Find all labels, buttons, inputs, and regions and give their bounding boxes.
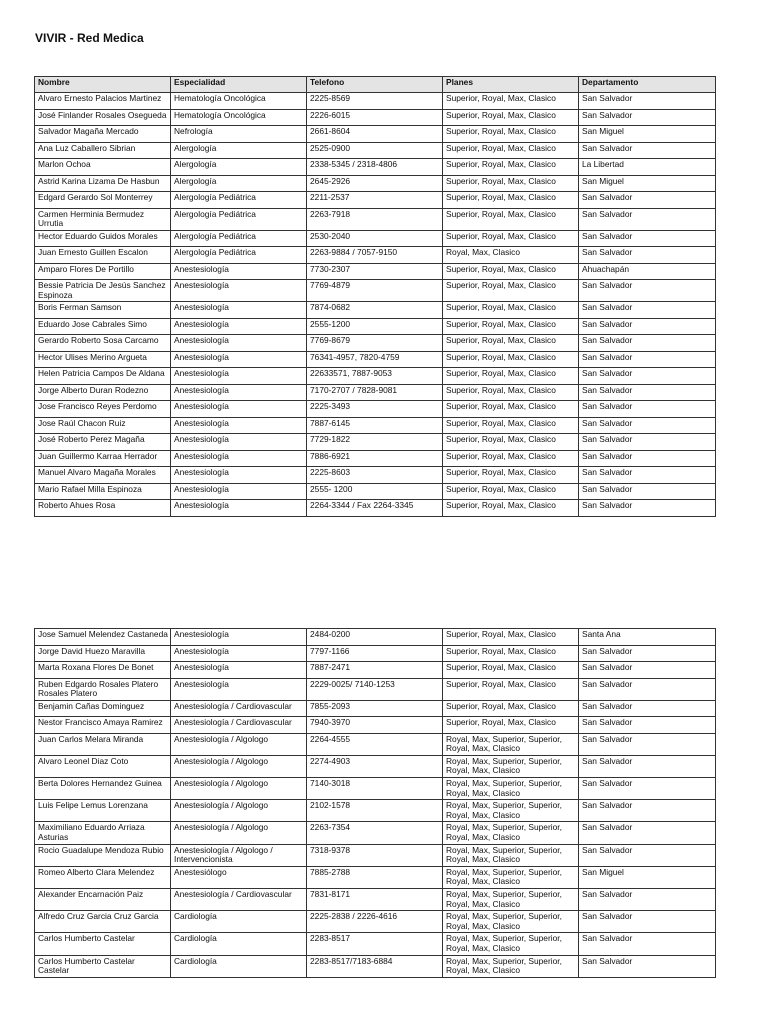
cell-especialidad: Anestesiología	[171, 368, 307, 385]
table-row	[35, 126, 716, 143]
cell-nombre: Jose Samuel Melendez Castaneda	[35, 629, 171, 646]
cell-planes: Superior, Royal, Max, Clasico	[443, 93, 579, 110]
cell-especialidad: Anestesiología / Algologo	[171, 778, 307, 800]
cell-departamento: Ahuachapán	[579, 263, 716, 280]
cell-especialidad: Anestesiología / Cardiovascular	[171, 700, 307, 717]
cell-nombre: Helen Patricia Campos De Aldana	[35, 368, 171, 385]
cell-telefono: 76341-4957, 7820-4759	[307, 351, 443, 368]
cell-departamento: San Salvador	[579, 800, 716, 822]
table-row	[35, 500, 716, 517]
cell-nombre: Berta Dolores Hernandez Guinea	[35, 778, 171, 800]
cell-telefono: 2211-2537	[307, 192, 443, 209]
cell-telefono: 7769-4879	[307, 280, 443, 302]
cell-nombre: Alexander Encarnación Paiz	[35, 889, 171, 911]
cell-especialidad: Anestesiología	[171, 302, 307, 319]
cell-planes: Superior, Royal, Max, Clasico	[443, 126, 579, 143]
cell-planes: Royal, Max, Superior, Superior, Royal, Max, Clasico	[443, 778, 579, 800]
table-row	[35, 844, 716, 866]
cell-nombre: Marlon Ochoa	[35, 159, 171, 176]
cell-departamento: San Salvador	[579, 889, 716, 911]
cell-nombre: Carlos Humberto Castelar Castelar	[35, 955, 171, 977]
table-row	[35, 335, 716, 352]
cell-departamento: San Salvador	[579, 467, 716, 484]
cell-nombre: Amparo Flores De Portillo	[35, 263, 171, 280]
cell-especialidad: Alergología Pediátrica	[171, 230, 307, 247]
table-row	[35, 889, 716, 911]
cell-departamento: San Salvador	[579, 933, 716, 955]
cell-planes: Superior, Royal, Max, Clasico	[443, 483, 579, 500]
cell-nombre: Ruben Edgardo Rosales Platero Rosales Platero	[35, 678, 171, 700]
cell-telefono: 7874-0682	[307, 302, 443, 319]
cell-especialidad: Alergología Pediátrica	[171, 208, 307, 230]
cell-nombre: Ana Luz Caballero Sibrian	[35, 142, 171, 159]
cell-planes: Superior, Royal, Max, Clasico	[443, 302, 579, 319]
cell-especialidad: Alergología Pediátrica	[171, 192, 307, 209]
table-row	[35, 755, 716, 777]
cell-nombre: Carmen Herminia Bermudez Urrutia	[35, 208, 171, 230]
cell-planes: Royal, Max, Superior, Superior, Royal, Max, Clasico	[443, 822, 579, 844]
cell-telefono: 2645-2926	[307, 175, 443, 192]
cell-departamento: San Salvador	[579, 318, 716, 335]
cell-departamento: San Salvador	[579, 384, 716, 401]
providers-table-2	[34, 628, 716, 978]
cell-especialidad: Anestesiología	[171, 280, 307, 302]
cell-planes: Superior, Royal, Max, Clasico	[443, 662, 579, 679]
cell-nombre: Eduardo Jose Cabrales Simo	[35, 318, 171, 335]
table-row	[35, 955, 716, 977]
cell-nombre: Juan Carlos Melara Miranda	[35, 733, 171, 755]
cell-planes: Superior, Royal, Max, Clasico	[443, 401, 579, 418]
cell-departamento: San Salvador	[579, 142, 716, 159]
table-row	[35, 822, 716, 844]
cell-nombre: Hector Ulises Merino Argueta	[35, 351, 171, 368]
table-row	[35, 401, 716, 418]
cell-especialidad: Cardiología	[171, 911, 307, 933]
cell-planes: Royal, Max, Superior, Superior, Royal, Max, Clasico	[443, 889, 579, 911]
cell-departamento: San Salvador	[579, 93, 716, 110]
cell-departamento: San Salvador	[579, 302, 716, 319]
cell-planes: Royal, Max, Superior, Superior, Royal, Max, Clasico	[443, 955, 579, 977]
cell-planes: Superior, Royal, Max, Clasico	[443, 192, 579, 209]
cell-especialidad: Hematología Oncológica	[171, 93, 307, 110]
cell-nombre: Alfredo Cruz Garcia Cruz Garcia	[35, 911, 171, 933]
table-body-2	[35, 629, 716, 978]
cell-especialidad: Cardiología	[171, 933, 307, 955]
cell-departamento: San Salvador	[579, 822, 716, 844]
cell-planes: Superior, Royal, Max, Clasico	[443, 230, 579, 247]
cell-planes: Superior, Royal, Max, Clasico	[443, 417, 579, 434]
cell-telefono: 2225-8603	[307, 467, 443, 484]
table-row	[35, 351, 716, 368]
cell-nombre: Rocio Guadalupe Mendoza Rubio	[35, 844, 171, 866]
cell-especialidad: Anestesiología / Cardiovascular	[171, 889, 307, 911]
cell-nombre: Jose Raúl Chacon Ruiz	[35, 417, 171, 434]
cell-nombre: Luis Felipe Lemus Lorenzana	[35, 800, 171, 822]
document-title: VIVIR - Red Medica	[35, 31, 144, 45]
cell-departamento: San Salvador	[579, 483, 716, 500]
cell-planes: Royal, Max, Superior, Superior, Royal, Max, Clasico	[443, 800, 579, 822]
cell-nombre: Gerardo Roberto Sosa Carcamo	[35, 335, 171, 352]
cell-planes: Royal, Max, Superior, Superior, Royal, Max, Clasico	[443, 844, 579, 866]
cell-nombre: Carlos Humberto Castelar	[35, 933, 171, 955]
cell-especialidad: Anestesiología	[171, 645, 307, 662]
cell-departamento: San Salvador	[579, 678, 716, 700]
cell-planes: Superior, Royal, Max, Clasico	[443, 159, 579, 176]
cell-departamento: San Salvador	[579, 645, 716, 662]
cell-departamento: San Salvador	[579, 280, 716, 302]
cell-nombre: Marta Roxana Flores De Bonet	[35, 662, 171, 679]
cell-especialidad: Cardiología	[171, 955, 307, 977]
cell-planes: Royal, Max, Superior, Superior, Royal, Max, Clasico	[443, 755, 579, 777]
cell-telefono: 2283-8517/7183-6884	[307, 955, 443, 977]
cell-especialidad: Anestesiólogo	[171, 866, 307, 888]
cell-telefono: 7855-2093	[307, 700, 443, 717]
table-row	[35, 208, 716, 230]
cell-nombre: Romeo Alberto Clara Melendez	[35, 866, 171, 888]
table-row	[35, 417, 716, 434]
cell-departamento: San Miguel	[579, 126, 716, 143]
table-row	[35, 933, 716, 955]
cell-nombre: Hector Eduardo Guidos Morales	[35, 230, 171, 247]
cell-nombre: Alvaro Leonel Diaz Coto	[35, 755, 171, 777]
table-row	[35, 778, 716, 800]
cell-nombre: Manuel Alvaro Magaña Morales	[35, 467, 171, 484]
providers-table-1	[34, 76, 716, 517]
cell-especialidad: Nefrología	[171, 126, 307, 143]
header-nombre: Nombre	[35, 77, 171, 93]
cell-departamento: San Salvador	[579, 192, 716, 209]
cell-telefono: 7831-8171	[307, 889, 443, 911]
cell-telefono: 2263-7918	[307, 208, 443, 230]
cell-nombre: Boris Ferman Samson	[35, 302, 171, 319]
cell-departamento: San Salvador	[579, 208, 716, 230]
cell-telefono: 2555-1200	[307, 318, 443, 335]
cell-planes: Superior, Royal, Max, Clasico	[443, 645, 579, 662]
table-row	[35, 911, 716, 933]
table-row	[35, 662, 716, 679]
cell-telefono: 2263-9884 / 7057-9150	[307, 247, 443, 264]
cell-planes: Superior, Royal, Max, Clasico	[443, 318, 579, 335]
cell-especialidad: Anestesiología / Algologo / Intervencionista	[171, 844, 307, 866]
cell-planes: Superior, Royal, Max, Clasico	[443, 263, 579, 280]
cell-especialidad: Anestesiología	[171, 467, 307, 484]
table-row	[35, 263, 716, 280]
cell-telefono: 2229-0025/ 7140-1253	[307, 678, 443, 700]
cell-departamento: San Salvador	[579, 351, 716, 368]
cell-telefono: 2225-2838 / 2226-4616	[307, 911, 443, 933]
table-row	[35, 645, 716, 662]
table-row	[35, 467, 716, 484]
table-row	[35, 450, 716, 467]
cell-especialidad: Anestesiología	[171, 434, 307, 451]
cell-especialidad: Anestesiología	[171, 318, 307, 335]
table-row	[35, 434, 716, 451]
cell-departamento: San Salvador	[579, 417, 716, 434]
table-row	[35, 629, 716, 646]
table-row	[35, 280, 716, 302]
cell-especialidad: Alergología Pediátrica	[171, 247, 307, 264]
cell-planes: Superior, Royal, Max, Clasico	[443, 109, 579, 126]
cell-planes: Superior, Royal, Max, Clasico	[443, 280, 579, 302]
cell-telefono: 7887-6145	[307, 417, 443, 434]
cell-nombre: Salvador Magaña Mercado	[35, 126, 171, 143]
table-row	[35, 175, 716, 192]
cell-departamento: San Salvador	[579, 733, 716, 755]
cell-especialidad: Anestesiología	[171, 351, 307, 368]
cell-nombre: Nestor Francisco Amaya Ramirez	[35, 717, 171, 734]
cell-departamento: La Libertad	[579, 159, 716, 176]
cell-planes: Superior, Royal, Max, Clasico	[443, 450, 579, 467]
cell-planes: Royal, Max, Superior, Superior, Royal, Max, Clasico	[443, 866, 579, 888]
cell-telefono: 2263-7354	[307, 822, 443, 844]
table-row	[35, 733, 716, 755]
cell-nombre: Juan Ernesto Guillen Escalon	[35, 247, 171, 264]
header-especialidad: Especialidad	[171, 77, 307, 93]
cell-departamento: San Salvador	[579, 755, 716, 777]
cell-departamento: San Salvador	[579, 368, 716, 385]
cell-planes: Superior, Royal, Max, Clasico	[443, 384, 579, 401]
cell-departamento: San Salvador	[579, 247, 716, 264]
cell-especialidad: Anestesiología	[171, 500, 307, 517]
cell-especialidad: Anestesiología	[171, 450, 307, 467]
cell-especialidad: Alergología	[171, 159, 307, 176]
cell-telefono: 7729-1822	[307, 434, 443, 451]
cell-telefono: 7885-2788	[307, 866, 443, 888]
cell-especialidad: Anestesiología	[171, 384, 307, 401]
table-row	[35, 230, 716, 247]
cell-nombre: José Roberto Perez Magaña	[35, 434, 171, 451]
cell-departamento: San Salvador	[579, 844, 716, 866]
cell-nombre: Juan Guillermo Karraa Herrador	[35, 450, 171, 467]
cell-planes: Superior, Royal, Max, Clasico	[443, 467, 579, 484]
header-row	[35, 77, 716, 93]
cell-telefono: 2225-3493	[307, 401, 443, 418]
cell-telefono: 7140-3018	[307, 778, 443, 800]
cell-planes: Superior, Royal, Max, Clasico	[443, 629, 579, 646]
cell-nombre: José Finlander Rosales Osegueda	[35, 109, 171, 126]
cell-telefono: 2102-1578	[307, 800, 443, 822]
table-row	[35, 142, 716, 159]
cell-nombre: Mario Rafael Milla Espinoza	[35, 483, 171, 500]
cell-planes: Superior, Royal, Max, Clasico	[443, 678, 579, 700]
header-telefono: Telefono	[307, 77, 443, 93]
table-row	[35, 866, 716, 888]
cell-telefono: 2338-5345 / 2318-4806	[307, 159, 443, 176]
cell-nombre: Astrid Karina Lizama De Hasbun	[35, 175, 171, 192]
cell-nombre: Jorge Alberto Duran Rodezno	[35, 384, 171, 401]
cell-especialidad: Anestesiología	[171, 335, 307, 352]
cell-especialidad: Alergología	[171, 175, 307, 192]
cell-especialidad: Alergología	[171, 142, 307, 159]
cell-departamento: San Salvador	[579, 335, 716, 352]
cell-telefono: 7797-1166	[307, 645, 443, 662]
cell-especialidad: Anestesiología	[171, 263, 307, 280]
table-row	[35, 384, 716, 401]
cell-telefono: 2264-3344 / Fax 2264-3345	[307, 500, 443, 517]
cell-departamento: San Salvador	[579, 230, 716, 247]
cell-departamento: San Salvador	[579, 911, 716, 933]
table-body-1	[35, 93, 716, 517]
cell-telefono: 7887-2471	[307, 662, 443, 679]
cell-especialidad: Hematología Oncológica	[171, 109, 307, 126]
cell-planes: Superior, Royal, Max, Clasico	[443, 717, 579, 734]
cell-planes: Superior, Royal, Max, Clasico	[443, 700, 579, 717]
cell-planes: Royal, Max, Superior, Superior, Royal, Max, Clasico	[443, 933, 579, 955]
cell-especialidad: Anestesiología / Algologo	[171, 755, 307, 777]
cell-especialidad: Anestesiología	[171, 678, 307, 700]
table-row	[35, 302, 716, 319]
cell-departamento: San Salvador	[579, 717, 716, 734]
cell-departamento: Santa Ana	[579, 629, 716, 646]
cell-planes: Superior, Royal, Max, Clasico	[443, 335, 579, 352]
cell-planes: Superior, Royal, Max, Clasico	[443, 351, 579, 368]
cell-telefono: 7940-3970	[307, 717, 443, 734]
cell-telefono: 7318-9378	[307, 844, 443, 866]
table-row	[35, 717, 716, 734]
cell-nombre: Edgard Gerardo Sol Monterrey	[35, 192, 171, 209]
cell-especialidad: Anestesiología / Cardiovascular	[171, 717, 307, 734]
table-row	[35, 800, 716, 822]
cell-telefono: 2226-6015	[307, 109, 443, 126]
cell-telefono: 2484-0200	[307, 629, 443, 646]
cell-telefono: 22633571, 7887-9053	[307, 368, 443, 385]
cell-planes: Royal, Max, Clasico	[443, 247, 579, 264]
cell-especialidad: Anestesiología	[171, 401, 307, 418]
cell-planes: Superior, Royal, Max, Clasico	[443, 142, 579, 159]
cell-telefono: 2555- 1200	[307, 483, 443, 500]
cell-telefono: 2274-4903	[307, 755, 443, 777]
cell-telefono: 7769-8679	[307, 335, 443, 352]
cell-telefono: 7730-2307	[307, 263, 443, 280]
cell-departamento: San Salvador	[579, 700, 716, 717]
cell-planes: Superior, Royal, Max, Clasico	[443, 500, 579, 517]
cell-especialidad: Anestesiología / Algologo	[171, 800, 307, 822]
cell-departamento: San Salvador	[579, 778, 716, 800]
cell-especialidad: Anestesiología / Algologo	[171, 733, 307, 755]
cell-planes: Superior, Royal, Max, Clasico	[443, 208, 579, 230]
table-row	[35, 368, 716, 385]
cell-nombre: Alvaro Ernesto Palacios Martinez	[35, 93, 171, 110]
cell-nombre: Benjamin Cañas Dominguez	[35, 700, 171, 717]
cell-planes: Superior, Royal, Max, Clasico	[443, 434, 579, 451]
cell-especialidad: Anestesiología	[171, 662, 307, 679]
cell-especialidad: Anestesiología	[171, 483, 307, 500]
table-row	[35, 247, 716, 264]
table-row	[35, 93, 716, 110]
table-row	[35, 700, 716, 717]
cell-nombre: Jose Francisco Reyes Perdomo	[35, 401, 171, 418]
header-planes: Planes	[443, 77, 579, 93]
cell-departamento: San Miguel	[579, 175, 716, 192]
cell-nombre: Maximiliano Eduardo Arriaza Asturias	[35, 822, 171, 844]
cell-departamento: San Salvador	[579, 401, 716, 418]
cell-telefono: 2283-8517	[307, 933, 443, 955]
cell-departamento: San Salvador	[579, 450, 716, 467]
cell-departamento: San Salvador	[579, 500, 716, 517]
cell-telefono: 2530-2040	[307, 230, 443, 247]
cell-telefono: 2661-8604	[307, 126, 443, 143]
table-row	[35, 192, 716, 209]
table-row	[35, 678, 716, 700]
cell-departamento: San Salvador	[579, 434, 716, 451]
header-departamento: Departamento	[579, 77, 716, 93]
cell-telefono: 2225-8569	[307, 93, 443, 110]
cell-nombre: Roberto Ahues Rosa	[35, 500, 171, 517]
cell-planes: Superior, Royal, Max, Clasico	[443, 175, 579, 192]
cell-telefono: 7886-6921	[307, 450, 443, 467]
cell-departamento: San Salvador	[579, 109, 716, 126]
cell-nombre: Bessie Patricia De Jesús Sanchez Espinoza	[35, 280, 171, 302]
cell-planes: Royal, Max, Superior, Superior, Royal, Max, Clasico	[443, 733, 579, 755]
cell-telefono: 7170-2707 / 7828-9081	[307, 384, 443, 401]
cell-departamento: San Salvador	[579, 662, 716, 679]
table-row	[35, 109, 716, 126]
cell-especialidad: Anestesiología	[171, 417, 307, 434]
table-row	[35, 159, 716, 176]
cell-especialidad: Anestesiología	[171, 629, 307, 646]
cell-nombre: Jorge David Huezo Maravilla	[35, 645, 171, 662]
cell-telefono: 2264-4555	[307, 733, 443, 755]
cell-departamento: San Miguel	[579, 866, 716, 888]
cell-planes: Superior, Royal, Max, Clasico	[443, 368, 579, 385]
table-row	[35, 318, 716, 335]
table-row	[35, 483, 716, 500]
cell-telefono: 2525-0900	[307, 142, 443, 159]
cell-especialidad: Anestesiología / Algologo	[171, 822, 307, 844]
cell-planes: Royal, Max, Superior, Superior, Royal, Max, Clasico	[443, 911, 579, 933]
cell-departamento: San Salvador	[579, 955, 716, 977]
